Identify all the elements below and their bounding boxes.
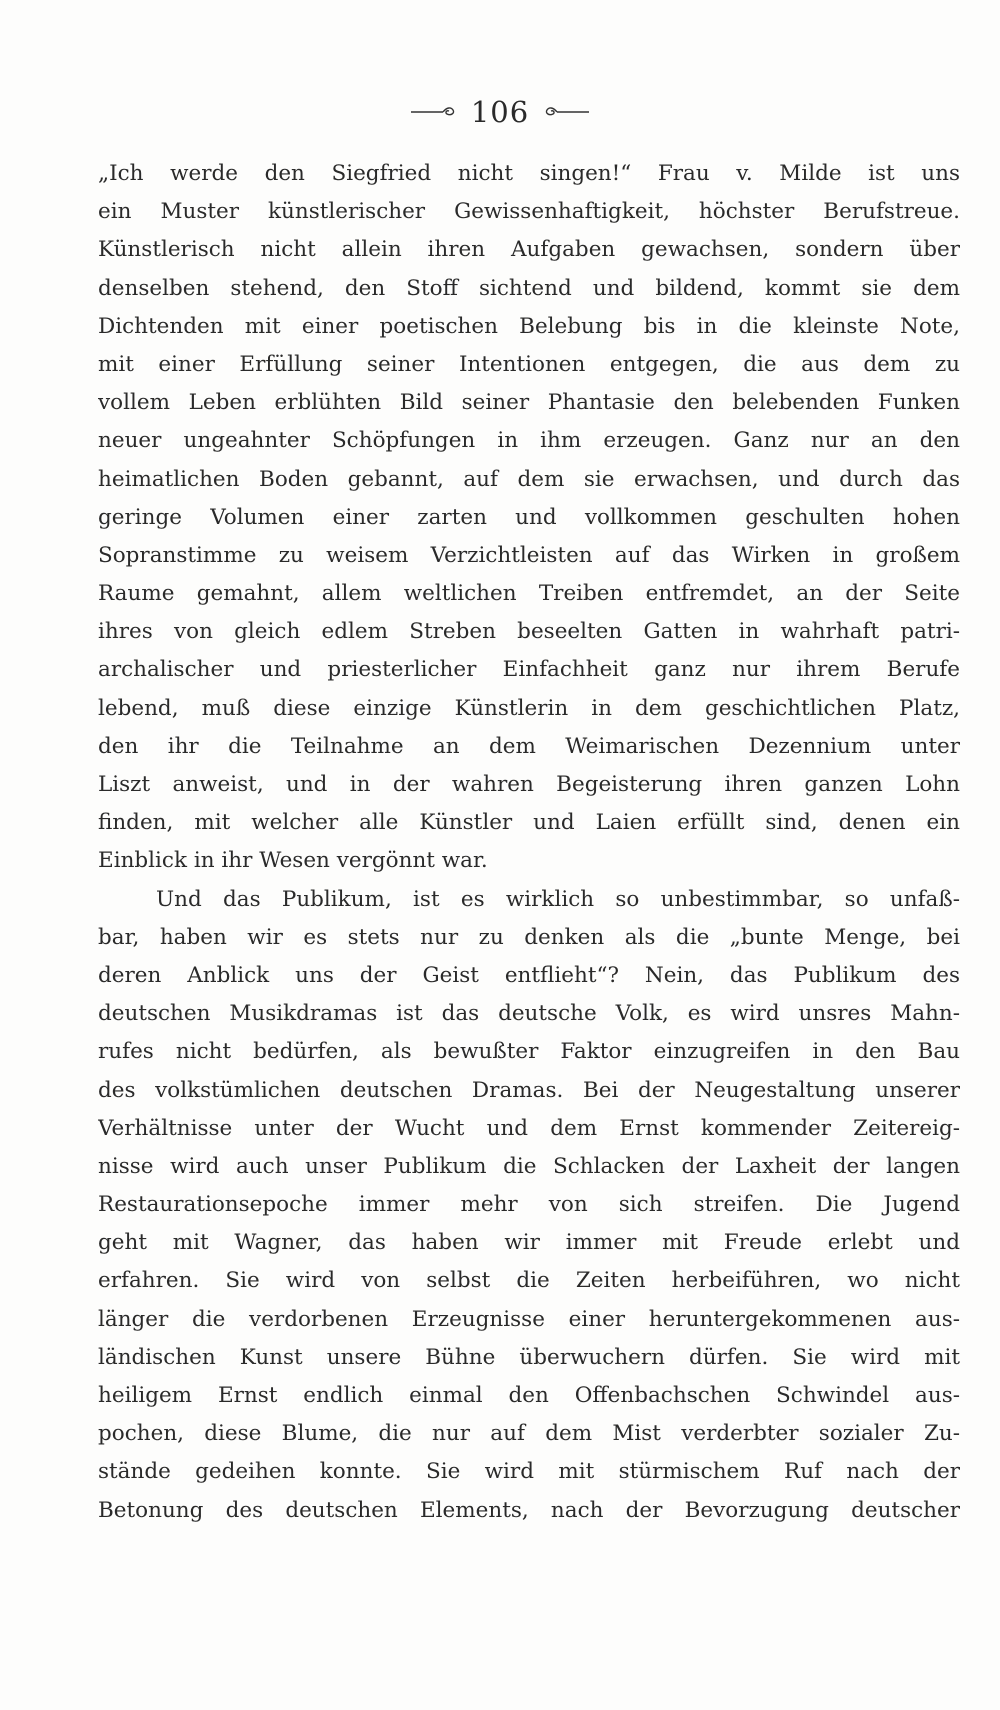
text-line: deren Anblick uns der Geist entflieht“? Nein, das Publikum des: [98, 962, 960, 988]
text-line: heiligem Ernst endlich einmal den Offenbachschen Schwindel aus-: [98, 1383, 960, 1408]
left-ornament-icon: [409, 104, 457, 120]
right-ornament-icon: [543, 104, 591, 120]
text-line: pochen, diese Blume, die nur auf dem Mist verderbter sozialer Zu-: [98, 1421, 960, 1447]
text-line: erfahren. Sie wird von selbst die Zeiten herbeiführen, wo nicht: [98, 1268, 960, 1294]
text-line: Einblick in ihr Wesen vergönnt war.: [98, 848, 488, 874]
text-line: rufes nicht bedürfen, als bewußter Faktor einzugreifen in den Bau: [98, 1039, 960, 1065]
text-line: Sopranstimme zu weisem Verzichtleisten auf das Wirken in großem: [98, 542, 960, 568]
text-line: lebend, muß diese einzige Künstlerin in dem geschichtlichen Platz,: [98, 695, 960, 721]
text-line: finden, mit welcher alle Künstler und Laien erfüllt sind, denen ein: [98, 810, 960, 836]
text-line: ländischen Kunst unsere Bühne überwuchern dürfen. Sie wird mit: [98, 1344, 960, 1370]
text-line: ihres von gleich edlem Streben beseelten Gatten in wahrhaft patri-: [98, 619, 960, 645]
text-line: Verhältnisse unter der Wucht und dem Ernst kommender Zeitereig-: [98, 1115, 960, 1141]
text-line: denselben stehend, den Stoff sichtend und bildend, kommt sie dem: [98, 275, 960, 301]
text-line: vollem Leben erblühten Bild seiner Phantasie den belebenden Funken: [98, 390, 960, 416]
text-line: Und das Publikum, ist es wirklich so unbestimmbar, so unfaß-: [156, 886, 960, 912]
text-line: heimatlichen Boden gebannt, auf dem sie erwachsen, und durch das: [98, 466, 960, 492]
text-line: neuer ungeahnter Schöpfungen in ihm erzeugen. Ganz nur an den: [98, 428, 960, 454]
text-line: Liszt anweist, und in der wahren Begeisterung ihren ganzen Lohn: [98, 772, 960, 797]
text-line: geht mit Wagner, das haben wir immer mit Freude erlebt und: [98, 1230, 960, 1256]
text-line: den ihr die Teilnahme an dem Weimarischen Dezennium unter: [98, 733, 960, 759]
text-line: stände gedeihen konnte. Sie wird mit stürmischem Ruf nach der: [98, 1459, 960, 1485]
text-line: mit einer Erfüllung seiner Intentionen entgegen, die aus dem zu: [98, 351, 960, 377]
text-line: bar, haben wir es stets nur zu denken als die „bunte Menge, bei: [98, 924, 960, 950]
text-line: „Ich werde den Siegfried nicht singen!“ Frau v. Milde ist uns: [98, 161, 960, 186]
page-number: 106: [470, 95, 530, 129]
text-line: archalischer und priesterlicher Einfachheit ganz nur ihrem Berufe: [98, 657, 960, 683]
body-text: [98, 155, 960, 1530]
text-line: des volkstümlichen deutschen Dramas. Bei der Neugestaltung unserer: [98, 1077, 960, 1103]
text-line: deutschen Musikdramas ist das deutsche Volk, es wird unsres Mahn-: [98, 1001, 960, 1027]
text-line: Betonung des deutschen Elements, nach der Bevorzugung deutscher: [98, 1497, 960, 1523]
text-line: nisse wird auch unser Publikum die Schlacken der Laxheit der langen: [98, 1153, 960, 1179]
text-line: geringe Volumen einer zarten und vollkommen geschulten hohen: [98, 504, 960, 530]
page-header: [0, 92, 1000, 132]
text-line: ein Muster künstlerischer Gewissenhaftigkeit, höchster Berufstreue.: [98, 199, 960, 225]
text-line: Raume gemahnt, allem weltlichen Treiben entfremdet, an der Seite: [98, 581, 960, 607]
text-line: länger die verdorbenen Erzeugnisse einer heruntergekommenen aus-: [98, 1306, 960, 1332]
text-line: Künstlerisch nicht allein ihren Aufgaben gewachsen, sondern über: [98, 237, 960, 263]
text-line: Dichtenden mit einer poetischen Belebung bis in die kleinste Note,: [98, 313, 960, 339]
text-line: Restaurationsepoche immer mehr von sich streifen. Die Jugend: [98, 1192, 960, 1218]
